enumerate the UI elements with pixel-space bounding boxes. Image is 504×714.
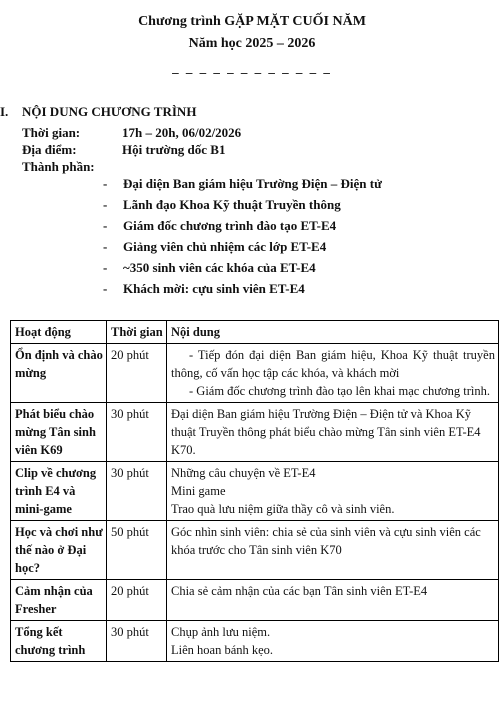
schedule-table xyxy=(10,320,499,662)
content-cell: Chụp ảnh lưu niệm. Liên hoan bánh kẹo. xyxy=(167,621,499,662)
column-header-time: Thời gian xyxy=(107,321,167,344)
participants-label: Thành phần: xyxy=(22,159,95,174)
time-label: Thời gian: xyxy=(22,125,81,140)
column-header-activity: Hoạt động xyxy=(11,321,107,344)
table-row xyxy=(11,621,499,662)
table-row xyxy=(11,462,499,521)
content-cell: Chia sẻ cảm nhận của các bạn Tân sinh viên ET-E4 xyxy=(167,580,499,621)
title-separator: _ _ _ _ _ _ _ _ _ _ _ _ xyxy=(172,60,332,75)
activity-cell: Ổn định và chào mừng xyxy=(11,344,107,403)
activity-cell: Tổng kết chương trình xyxy=(11,621,107,662)
place-label: Địa điểm: xyxy=(22,142,77,157)
section-number: I. xyxy=(0,104,9,119)
content-cell: Những câu chuyện về ET-E4 Mini game Trao quà lưu niệm giữa thầy cô và sinh viên. xyxy=(167,462,499,521)
time-cell: 30 phút xyxy=(107,403,167,462)
table-row xyxy=(11,580,499,621)
table-row xyxy=(11,344,499,403)
place-value: Hội trường dốc B1 xyxy=(122,142,226,157)
time-cell: 30 phút xyxy=(107,621,167,662)
activity-cell: Phát biểu chào mừng Tân sinh viên K69 xyxy=(11,403,107,462)
table-row xyxy=(11,521,499,580)
time-cell: 50 phút xyxy=(107,521,167,580)
activity-cell: Clip về chương trình E4 và mini-game xyxy=(11,462,107,521)
section-title: NỘI DUNG CHƯƠNG TRÌNH xyxy=(22,104,197,119)
time-cell: 20 phút xyxy=(107,344,167,403)
table-header-row xyxy=(11,321,499,344)
document-subtitle: Năm học 2025 – 2026 xyxy=(188,36,316,51)
table-row xyxy=(11,403,499,462)
time-cell: 20 phút xyxy=(107,580,167,621)
document-page: Chương trình GẶP MẶT CUỐI NĂM Năm học 2025 – 2026 _ _ _ _ _ _ _ _ _ _ _ _ I. NỘI DUNG CHƯƠNG TRÌNH Thời gian: 17h – 20h, 06/02/2026 Địa điểm: Hội trường dốc B1 Thành phần: - Đại diện Ban giám hiệu Trường Điện – Điện tử - Lãnh đạo Khoa Kỹ thuật Truyền thông - Giám đốc chương trình đào tạo ET-E4 - Giảng viên chủ nhiệm các lớp ET-E4 - ~350 sinh viên các khóa của ET-E4 - Khách mời: cựu sinh viên ET-E4 Hoạt động Thời gian Nội dung Ổn định và chào mừng 20 phút - Tiếp đón đại diện Ban giám hiệu, Khoa Kỹ thuật truyền thông, cố vấn học tập các khóa, và khách mời - Giám đốc chương trình đào tạo lên khai mạc chương trình. Phát biểu chào mừng Tân sinh viên K69 30 phút Đại diện Ban giám hiệu Trường Điện – Điện tử và Khoa Kỹ thuật Truyền thông phát biểu chào mừng Tân sinh viên ET-E4 K70. Clip về chương trình E4 và mini-game 30 phút Những câu chuyện về ET-E4 Mini game Trao quà lưu niệm giữa thầy cô và sinh viên. Học và chơi như thế nào ở Đại học? 50 phút Góc nhìn sinh viên: chia sẻ của sinh viên và cựu sinh viên các khóa trước cho Tân sinh viên K70 Cảm nhận của Fresher 20 phút Chia sẻ cảm nhận của các bạn Tân sinh viên ET-E4 Tổng kết chương trình 30 phút Chụp ảnh lưu niệm. Liên hoan bánh kẹo. xyxy=(0,0,504,714)
content-cell: Đại diện Ban giám hiệu Trường Điện – Điện tử và Khoa Kỹ thuật Truyền thông phát biểu chào mừng Tân sinh viên ET-E4 K70. xyxy=(167,403,499,462)
activity-cell: Học và chơi như thế nào ở Đại học? xyxy=(11,521,107,580)
content-cell: Góc nhìn sinh viên: chia sẻ của sinh viên và cựu sinh viên các khóa trước cho Tân sinh viên K70 xyxy=(167,521,499,580)
time-value: 17h – 20h, 06/02/2026 xyxy=(122,125,242,140)
document-title: Chương trình GẶP MẶT CUỐI NĂM xyxy=(138,14,366,29)
activity-cell: Cảm nhận của Fresher xyxy=(11,580,107,621)
column-header-content: Nội dung xyxy=(167,321,499,344)
time-cell: 30 phút xyxy=(107,462,167,521)
content-cell: - Tiếp đón đại diện Ban giám hiệu, Khoa Kỹ thuật truyền thông, cố vấn học tập các khóa, và khách mời - Giám đốc chương trình đào tạo lên khai mạc chương trình. xyxy=(167,344,499,403)
